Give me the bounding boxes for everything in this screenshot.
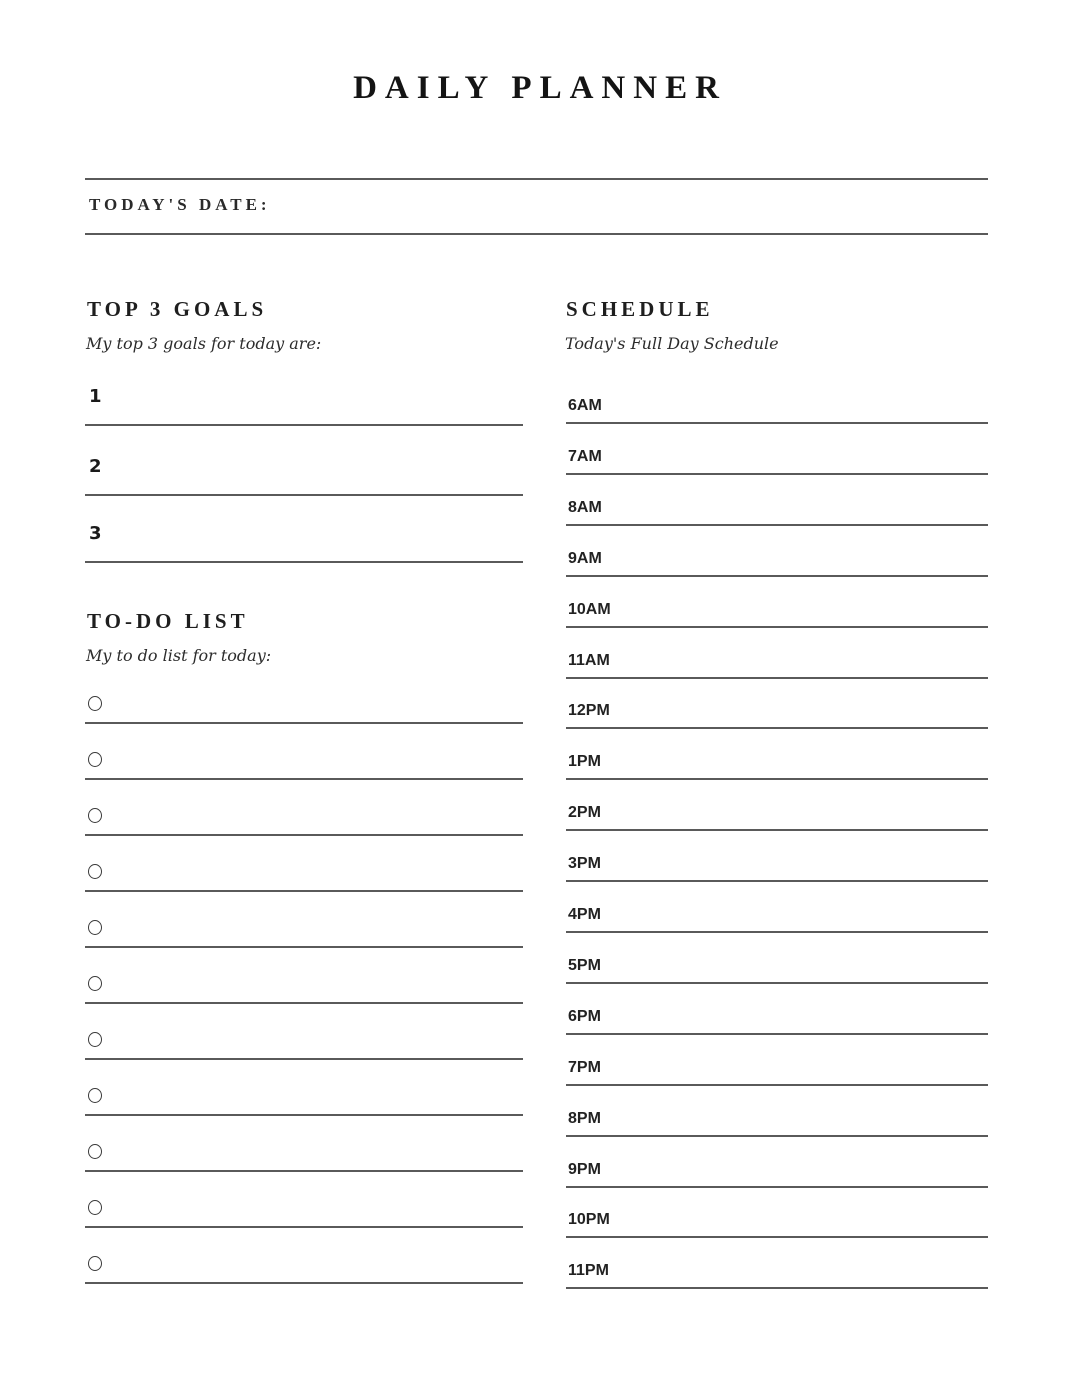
- todo-item[interactable]: [85, 1142, 523, 1172]
- schedule-time-label: 2PM: [568, 804, 601, 821]
- goals-subtitle: My top 3 goals for today are:: [86, 334, 322, 353]
- schedule-rule: [566, 1236, 988, 1238]
- schedule-rule: [566, 727, 988, 729]
- schedule-slot[interactable]: [566, 445, 988, 475]
- todo-rule: [85, 1282, 523, 1284]
- todo-rule: [85, 1170, 523, 1172]
- goal-rule: [85, 424, 523, 426]
- todo-item[interactable]: [85, 1198, 523, 1228]
- schedule-slot[interactable]: [566, 801, 988, 831]
- schedule-rule: [566, 1135, 988, 1137]
- todo-item[interactable]: [85, 862, 523, 892]
- schedule-time-label: 6AM: [568, 397, 602, 414]
- checkbox-circle-icon[interactable]: [88, 864, 102, 879]
- schedule-slot[interactable]: [566, 1259, 988, 1289]
- schedule-time-label: 9PM: [568, 1161, 601, 1178]
- schedule-slot[interactable]: [566, 954, 988, 984]
- schedule-slot[interactable]: [566, 699, 988, 729]
- checkbox-circle-icon[interactable]: [88, 1256, 102, 1271]
- schedule-rule: [566, 677, 988, 679]
- todo-item[interactable]: [85, 918, 523, 948]
- schedule-rule: [566, 473, 988, 475]
- schedule-rule: [566, 422, 988, 424]
- checkbox-circle-icon[interactable]: [88, 1144, 102, 1159]
- todo-rule: [85, 1058, 523, 1060]
- goals-heading: TOP 3 GOALS: [87, 297, 268, 321]
- date-bottom-rule: [85, 233, 988, 235]
- schedule-time-label: 1PM: [568, 753, 601, 770]
- todo-subtitle: My to do list for today:: [86, 646, 272, 665]
- schedule-time-label: 7PM: [568, 1059, 601, 1076]
- schedule-rule: [566, 524, 988, 526]
- todo-rule: [85, 890, 523, 892]
- schedule-rule: [566, 880, 988, 882]
- schedule-time-label: 11PM: [568, 1262, 609, 1279]
- todo-rule: [85, 1002, 523, 1004]
- date-top-rule: [85, 178, 988, 180]
- todo-item[interactable]: [85, 1030, 523, 1060]
- schedule-rule: [566, 829, 988, 831]
- schedule-rule: [566, 1287, 988, 1289]
- todo-item[interactable]: [85, 974, 523, 1004]
- schedule-time-label: 7AM: [568, 448, 602, 465]
- schedule-slot[interactable]: [566, 750, 988, 780]
- schedule-rule: [566, 1084, 988, 1086]
- goal-item[interactable]: [85, 386, 523, 426]
- todo-rule: [85, 722, 523, 724]
- schedule-time-label: 5PM: [568, 957, 601, 974]
- schedule-time-label: 10PM: [568, 1211, 610, 1228]
- schedule-time-label: 8AM: [568, 499, 602, 516]
- schedule-slot[interactable]: [566, 1208, 988, 1238]
- date-label: TODAY'S DATE:: [89, 195, 271, 214]
- checkbox-circle-icon[interactable]: [88, 920, 102, 935]
- schedule-time-label: 3PM: [568, 855, 601, 872]
- schedule-time-label: 8PM: [568, 1110, 601, 1127]
- todo-item[interactable]: [85, 750, 523, 780]
- goal-number: 2: [89, 456, 102, 477]
- schedule-rule: [566, 778, 988, 780]
- todo-rule: [85, 834, 523, 836]
- checkbox-circle-icon[interactable]: [88, 1032, 102, 1047]
- todo-rule: [85, 778, 523, 780]
- todo-item[interactable]: [85, 1086, 523, 1116]
- checkbox-circle-icon[interactable]: [88, 976, 102, 991]
- goal-rule: [85, 561, 523, 563]
- schedule-rule: [566, 982, 988, 984]
- schedule-slot[interactable]: [566, 394, 988, 424]
- schedule-heading: SCHEDULE: [566, 297, 714, 321]
- page-title: DAILY PLANNER: [353, 70, 727, 106]
- schedule-time-label: 12PM: [568, 702, 610, 719]
- schedule-rule: [566, 931, 988, 933]
- todo-rule: [85, 1114, 523, 1116]
- schedule-slot[interactable]: [566, 649, 988, 679]
- checkbox-circle-icon[interactable]: [88, 1088, 102, 1103]
- schedule-time-label: 4PM: [568, 906, 601, 923]
- todo-rule: [85, 946, 523, 948]
- schedule-rule: [566, 626, 988, 628]
- schedule-slot[interactable]: [566, 852, 988, 882]
- schedule-rule: [566, 575, 988, 577]
- todo-rule: [85, 1226, 523, 1228]
- schedule-slot[interactable]: [566, 1056, 988, 1086]
- todo-heading: TO-DO LIST: [87, 609, 249, 633]
- checkbox-circle-icon[interactable]: [88, 752, 102, 767]
- checkbox-circle-icon[interactable]: [88, 808, 102, 823]
- todo-item[interactable]: [85, 694, 523, 724]
- schedule-time-label: 10AM: [568, 601, 611, 618]
- todo-item[interactable]: [85, 1254, 523, 1284]
- schedule-time-label: 11AM: [568, 652, 610, 669]
- schedule-slot[interactable]: [566, 1158, 988, 1188]
- schedule-slot[interactable]: [566, 598, 988, 628]
- checkbox-circle-icon[interactable]: [88, 696, 102, 711]
- goal-item[interactable]: [85, 523, 523, 563]
- goal-number: 1: [89, 386, 102, 407]
- schedule-slot[interactable]: [566, 903, 988, 933]
- goal-rule: [85, 494, 523, 496]
- goal-item[interactable]: [85, 456, 523, 496]
- schedule-rule: [566, 1033, 988, 1035]
- schedule-subtitle: Today's Full Day Schedule: [565, 334, 779, 353]
- checkbox-circle-icon[interactable]: [88, 1200, 102, 1215]
- schedule-slot[interactable]: [566, 496, 988, 526]
- todo-item[interactable]: [85, 806, 523, 836]
- schedule-rule: [566, 1186, 988, 1188]
- goal-number: 3: [89, 523, 102, 544]
- schedule-time-label: 6PM: [568, 1008, 601, 1025]
- schedule-time-label: 9AM: [568, 550, 602, 567]
- schedule-slot[interactable]: [566, 1005, 988, 1035]
- schedule-slot[interactable]: [566, 1107, 988, 1137]
- schedule-slot[interactable]: [566, 547, 988, 577]
